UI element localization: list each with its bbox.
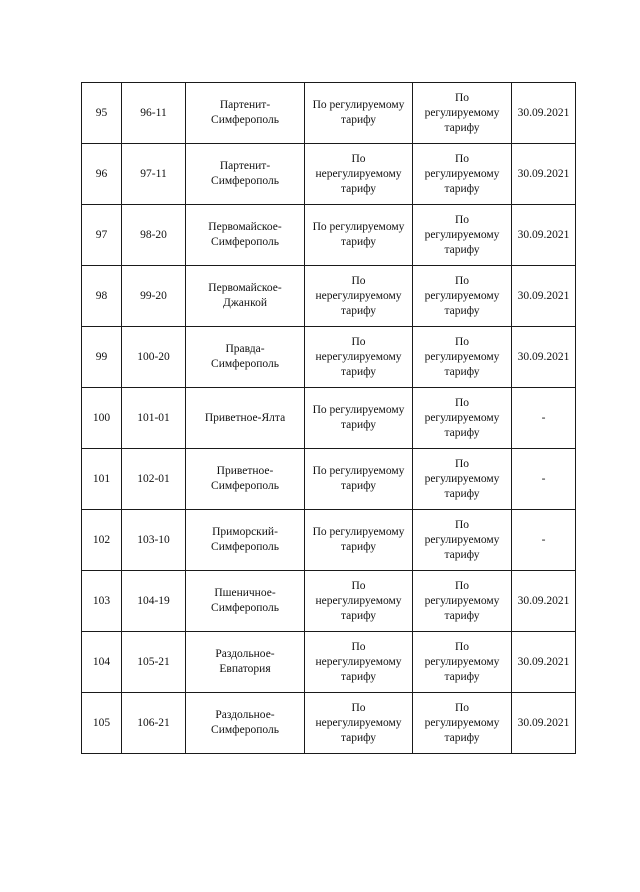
- row-number-text: 99: [95, 350, 108, 363]
- route-name-text: Правда- Симферополь: [211, 343, 279, 370]
- route-code-text: 101-01: [137, 411, 170, 424]
- route-name-text: Пшеничное- Симферополь: [211, 587, 279, 614]
- date-text: 30.09.2021: [517, 716, 570, 729]
- row-number-cell: [82, 449, 122, 510]
- date-text: 30.09.2021: [517, 655, 570, 668]
- date-cell: [512, 449, 576, 510]
- table-row: [82, 388, 576, 449]
- date-cell: [512, 388, 576, 449]
- row-number-text: 95: [95, 106, 108, 119]
- tariff-type-text: По регулируемому тарифу: [312, 221, 405, 248]
- route-code-text: 106-21: [137, 716, 170, 729]
- route-code-text: 104-19: [137, 594, 170, 607]
- route-code-cell: [122, 571, 186, 632]
- row-number-text: 104: [92, 655, 111, 668]
- route-code-text: 99-20: [140, 289, 167, 302]
- date-text: 30.09.2021: [517, 228, 570, 241]
- tariff-type-2-cell: [413, 83, 512, 144]
- route-code-cell: [122, 144, 186, 205]
- date-cell: [512, 144, 576, 205]
- table-row: [82, 510, 576, 571]
- route-name-text: Партенит- Симферополь: [211, 160, 279, 187]
- tariff-type-2-text: По регулируемому тарифу: [424, 518, 500, 561]
- date-cell: [512, 510, 576, 571]
- row-number-cell: [82, 632, 122, 693]
- tariff-type-2-cell: [413, 388, 512, 449]
- tariff-type-text: По регулируемому тарифу: [312, 404, 405, 431]
- table-row: [82, 632, 576, 693]
- date-text: 30.09.2021: [517, 106, 570, 119]
- tariff-type-text: По регулируемому тарифу: [312, 526, 405, 553]
- date-cell: [512, 266, 576, 327]
- route-code-cell: [122, 83, 186, 144]
- tariff-type-cell: [305, 449, 413, 510]
- tariff-type-cell: [305, 83, 413, 144]
- route-code-cell: [122, 510, 186, 571]
- date-text: -: [541, 411, 546, 424]
- tariff-type-cell: [305, 388, 413, 449]
- route-code-text: 100-20: [137, 350, 170, 363]
- tariff-type-2-cell: [413, 510, 512, 571]
- date-cell: [512, 571, 576, 632]
- row-number-text: 100: [92, 411, 111, 424]
- route-name-cell: [186, 510, 305, 571]
- row-number-cell: [82, 388, 122, 449]
- route-name-text: Первомайское- Джанкой: [208, 282, 282, 309]
- route-name-text: Приветное- Симферополь: [211, 465, 279, 492]
- tariff-type-text: По нерегулируемому тарифу: [315, 152, 402, 195]
- row-number-cell: [82, 510, 122, 571]
- row-number-text: 105: [92, 716, 111, 729]
- date-cell: [512, 205, 576, 266]
- date-text: 30.09.2021: [517, 594, 570, 607]
- row-number-text: 98: [95, 289, 108, 302]
- tariff-type-2-text: По регулируемому тарифу: [424, 335, 500, 378]
- date-text: -: [541, 472, 546, 485]
- row-number-cell: [82, 693, 122, 754]
- row-number-text: 102: [92, 533, 111, 546]
- tariff-type-2-text: По регулируемому тарифу: [424, 457, 500, 500]
- tariff-type-cell: [305, 205, 413, 266]
- tariff-type-2-text: По регулируемому тарифу: [424, 579, 500, 622]
- tariff-type-2-text: По регулируемому тарифу: [424, 396, 500, 439]
- tariff-type-2-cell: [413, 449, 512, 510]
- route-code-cell: [122, 388, 186, 449]
- table-row: [82, 571, 576, 632]
- date-cell: [512, 327, 576, 388]
- tariff-type-text: По нерегулируемому тарифу: [315, 274, 402, 317]
- route-code-text: 103-10: [137, 533, 170, 546]
- route-code-text: 97-11: [140, 167, 167, 180]
- table-row: [82, 693, 576, 754]
- route-name-text: Раздольное- Евпатория: [215, 648, 275, 675]
- date-cell: [512, 632, 576, 693]
- date-cell: [512, 83, 576, 144]
- row-number-text: 97: [95, 228, 108, 241]
- row-number-text: 101: [92, 472, 111, 485]
- table-row: [82, 205, 576, 266]
- table-row: [82, 449, 576, 510]
- date-text: -: [541, 533, 546, 546]
- tariff-type-cell: [305, 144, 413, 205]
- route-name-cell: [186, 693, 305, 754]
- tariff-type-2-text: По регулируемому тарифу: [424, 152, 500, 195]
- tariff-type-text: По нерегулируемому тарифу: [315, 640, 402, 683]
- tariff-type-cell: [305, 510, 413, 571]
- row-number-text: 103: [92, 594, 111, 607]
- tariff-type-2-text: По регулируемому тарифу: [424, 640, 500, 683]
- date-text: 30.09.2021: [517, 289, 570, 302]
- row-number-cell: [82, 571, 122, 632]
- tariff-type-2-cell: [413, 205, 512, 266]
- route-name-text: Первомайское- Симферополь: [208, 221, 282, 248]
- route-name-cell: [186, 266, 305, 327]
- route-code-text: 96-11: [140, 106, 167, 119]
- route-code-text: 105-21: [137, 655, 170, 668]
- tariff-type-cell: [305, 571, 413, 632]
- route-code-cell: [122, 205, 186, 266]
- tariff-type-2-text: По регулируемому тарифу: [424, 213, 500, 256]
- date-text: 30.09.2021: [517, 167, 570, 180]
- route-name-cell: [186, 571, 305, 632]
- route-code-cell: [122, 693, 186, 754]
- tariff-type-cell: [305, 693, 413, 754]
- route-name-cell: [186, 205, 305, 266]
- tariff-type-2-cell: [413, 144, 512, 205]
- route-name-cell: [186, 449, 305, 510]
- route-code-cell: [122, 632, 186, 693]
- date-cell: [512, 693, 576, 754]
- row-number-cell: [82, 266, 122, 327]
- route-name-text: Приморский- Симферополь: [211, 526, 279, 553]
- tariff-type-text: По нерегулируемому тарифу: [315, 579, 402, 622]
- tariff-type-2-cell: [413, 571, 512, 632]
- route-name-text: Раздольное- Симферополь: [211, 709, 279, 736]
- route-name-cell: [186, 83, 305, 144]
- route-name-text: Партенит- Симферополь: [211, 99, 279, 126]
- tariff-type-2-cell: [413, 693, 512, 754]
- route-code-cell: [122, 266, 186, 327]
- routes-table-body: [82, 83, 576, 754]
- tariff-type-cell: [305, 632, 413, 693]
- row-number-cell: [82, 327, 122, 388]
- table-row: [82, 144, 576, 205]
- route-name-cell: [186, 144, 305, 205]
- tariff-type-text: По нерегулируемому тарифу: [315, 701, 402, 744]
- route-code-cell: [122, 327, 186, 388]
- route-code-text: 102-01: [137, 472, 170, 485]
- route-name-cell: [186, 327, 305, 388]
- row-number-text: 96: [95, 167, 108, 180]
- tariff-type-text: По регулируемому тарифу: [312, 99, 405, 126]
- row-number-cell: [82, 144, 122, 205]
- tariff-type-cell: [305, 327, 413, 388]
- table-row: [82, 266, 576, 327]
- route-code-cell: [122, 449, 186, 510]
- tariff-type-2-text: По регулируемому тарифу: [424, 274, 500, 317]
- tariff-type-2-cell: [413, 327, 512, 388]
- date-text: 30.09.2021: [517, 350, 570, 363]
- tariff-type-2-text: По регулируемому тарифу: [424, 701, 500, 744]
- row-number-cell: [82, 83, 122, 144]
- row-number-cell: [82, 205, 122, 266]
- route-code-text: 98-20: [140, 228, 167, 241]
- tariff-type-2-cell: [413, 266, 512, 327]
- routes-table: [81, 82, 576, 754]
- tariff-type-2-text: По регулируемому тарифу: [424, 91, 500, 134]
- route-name-cell: [186, 632, 305, 693]
- route-name-text: Приветное-Ялта: [204, 411, 286, 424]
- route-name-cell: [186, 388, 305, 449]
- tariff-type-2-cell: [413, 632, 512, 693]
- tariff-type-text: По регулируемому тарифу: [312, 465, 405, 492]
- table-row: [82, 83, 576, 144]
- tariff-type-text: По нерегулируемому тарифу: [315, 335, 402, 378]
- tariff-type-cell: [305, 266, 413, 327]
- table-row: [82, 327, 576, 388]
